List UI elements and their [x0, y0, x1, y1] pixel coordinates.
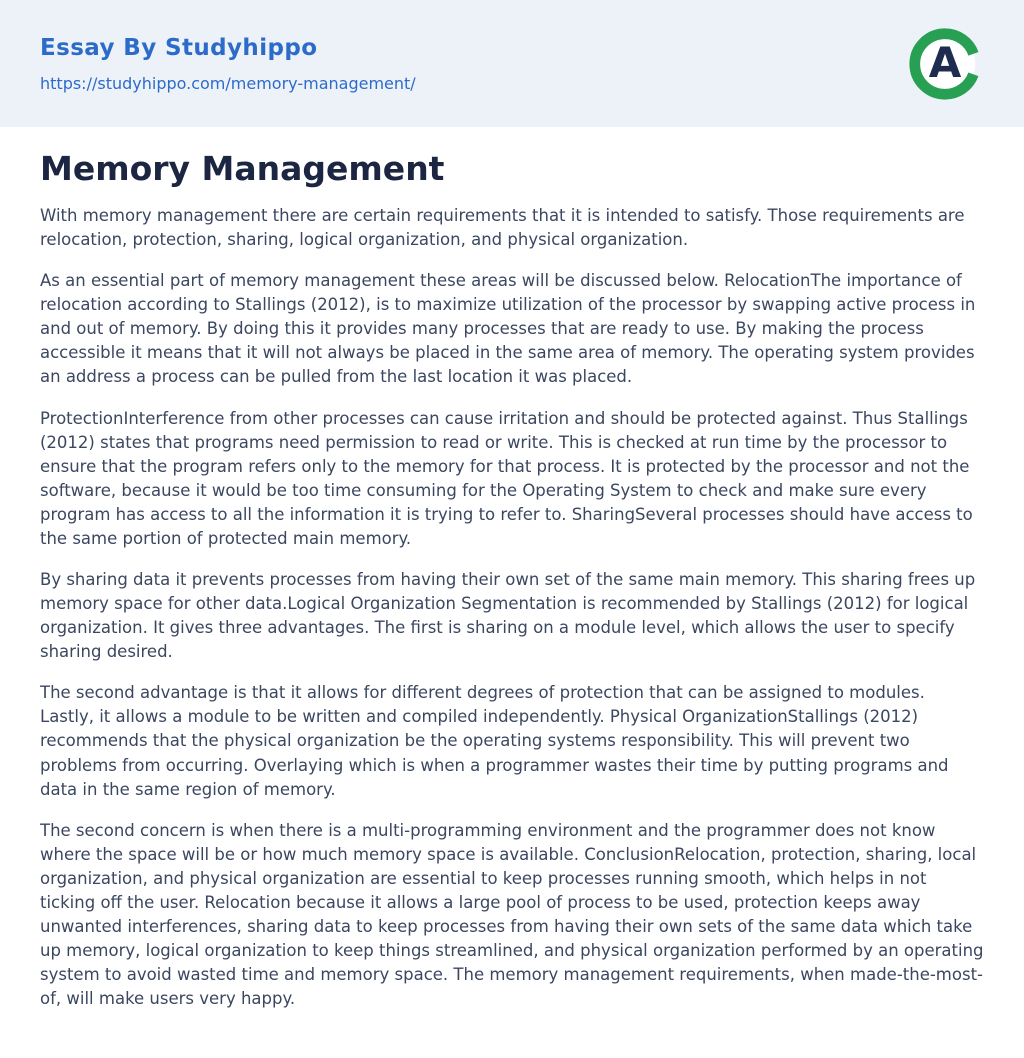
page-header — [0, 0, 1024, 127]
article-title: Memory Management — [40, 149, 445, 188]
content-area — [0, 127, 1024, 1058]
logo-letter: A — [928, 38, 962, 87]
site-title: Essay By Studyhippo — [40, 34, 318, 61]
article-paragraph: By sharing data it prevents processes from having their own set of the same main memory. This sharing frees up memory space for other data.Logical Organization Segmentation is recommended by Stallings (2012) for logical organization. It gives three advantages. The first is sharing on a module level, which allows the user to specify sharing desired. — [40, 570, 976, 662]
article-paragraph: The second advantage is that it allows for different degrees of protection that can be assigned to modules. Lastly, it allows a module to be written and compiled independently. Physical OrganizationStallings (2012) recommends that the physical organization be the operating systems responsibility. This will prevent two problems from occurring. Overlaying which is when a programmer wastes their time by putting programs and data in the same region of memory. — [40, 683, 949, 799]
page-url-link[interactable]: https://studyhippo.com/memory-management/ — [40, 73, 416, 93]
studyhippo-logo[interactable] — [906, 25, 984, 103]
header-text-block — [40, 35, 416, 93]
article-body — [40, 204, 984, 1011]
article-paragraph: The second concern is when there is a multi-programming environment and the programmer does not know where the space will be or how much memory space is available. ConclusionRelocation, protection, sharing, local organization, and physical organization are essential to keep processes running smooth, which helps in not ticking off the user. Relocation because it allows a large pool of process to be used, protection keeps away unwanted interferences, sharing data to keep processes from having their own sets of the same data which take up memory, logical organization to keep things streamlined, and physical organization performed by an operating system to avoid wasted time and memory space. The memory management requirements, when made-the-most-of, will make users very happy. — [40, 820, 984, 1009]
article-paragraph: As an essential part of memory management these areas will be discussed below. RelocationThe importance of relocation according to Stallings (2012), is to maximize utilization of the processor by swapping active process in and out of memory. By doing this it provides many processes that are ready to use. By making the process accessible it means that it will not always be placed in the same area of memory. The operating system provides an address a process can be pulled from the last location it was placed. — [40, 271, 976, 387]
article-paragraph: ProtectionInterference from other processes can cause irritation and should be protected against. Thus Stallings (2012) states that programs need permission to read or write. This is checked at run time by the processor to ensure that the program refers only to the memory for that process. It is protected by the processor and not the software, because it would be too time consuming for the Operating System to check and make sure every program has access to all the information it is trying to refer to. SharingSeveral processes should have access to the same portion of protected main memory. — [40, 408, 973, 548]
article-paragraph: With memory management there are certain requirements that it is intended to satisfy. Those requirements are relocation, protection, sharing, logical organization, and physical organization. — [40, 206, 965, 250]
